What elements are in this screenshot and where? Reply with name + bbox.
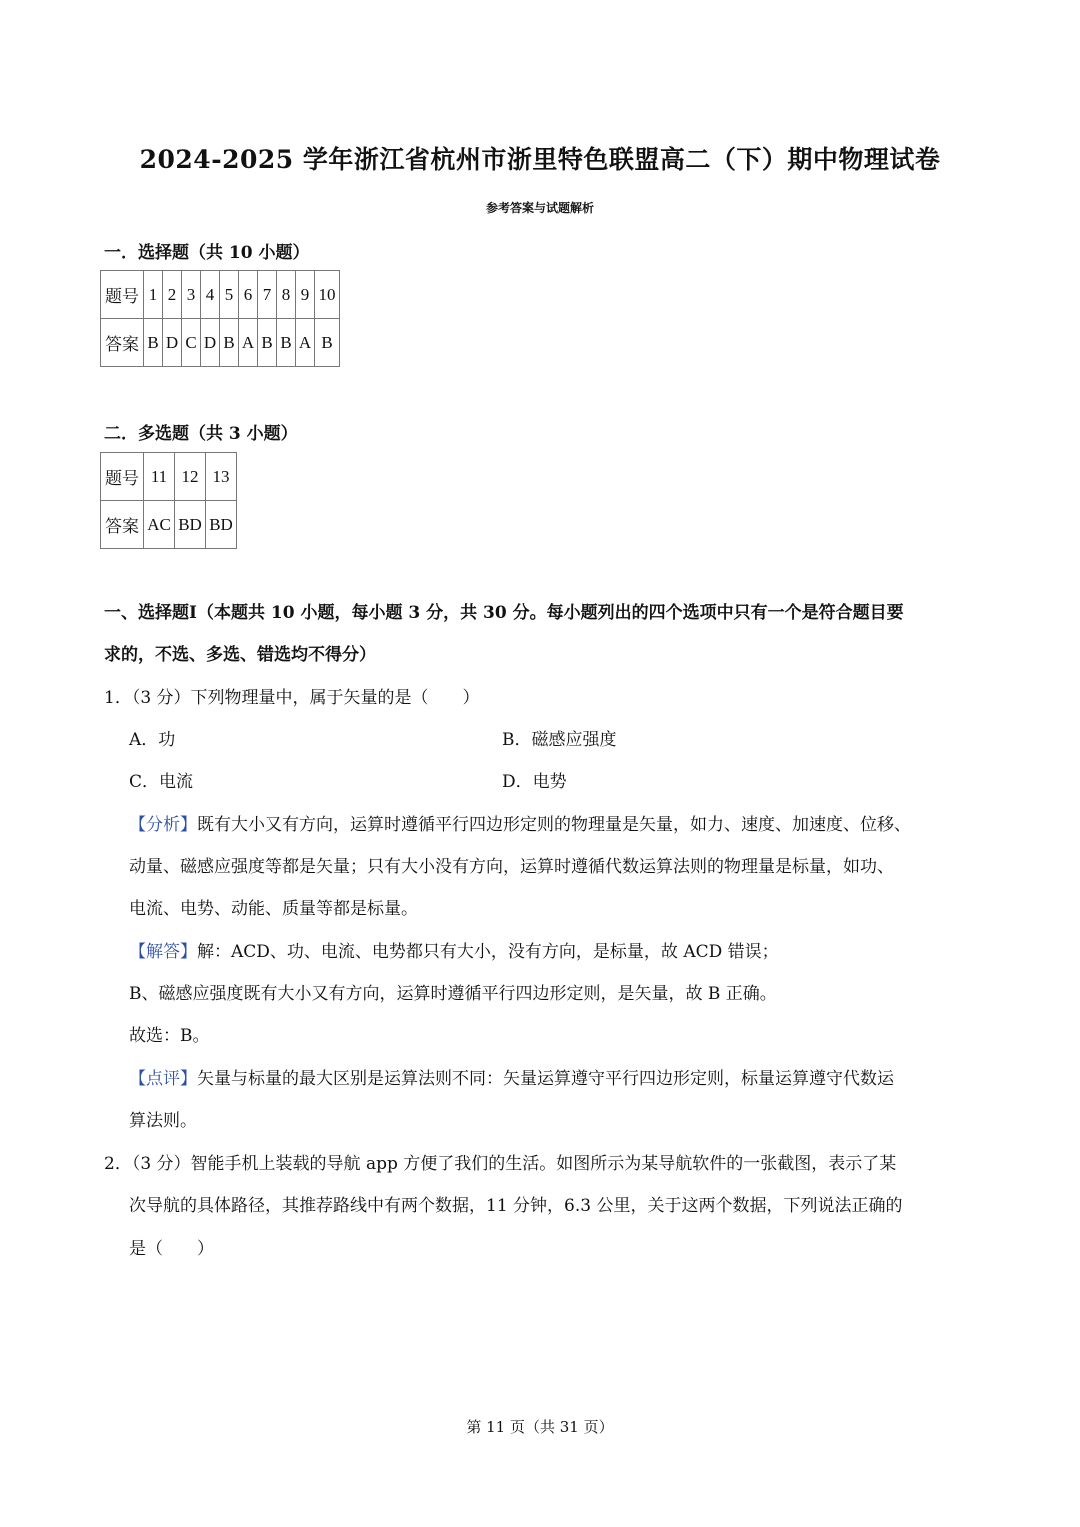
- q2-stem-line3: 是（ ）: [129, 1239, 214, 1259]
- section2-answer-table: [100, 452, 237, 549]
- comment-text: 矢量与标量的最大区别是运算法则不同：矢量运算遵守平行四边形定则，标量运算遵守代数运: [197, 1069, 894, 1089]
- table-cell: 2: [163, 271, 182, 319]
- table-cell: 3: [182, 271, 201, 319]
- analysis-text: 既有大小又有方向，运算时遵循平行四边形定则的物理量是矢量，如力、速度、加速度、位移、: [197, 815, 911, 835]
- page-subtitle: 参考答案与试题解析: [485, 201, 594, 215]
- table-cell: AC: [144, 501, 175, 549]
- row-label: 题号: [101, 453, 144, 501]
- solution-text: 解：ACD、功、电流、电势都只有大小，没有方向，是标量，故 ACD 错误；: [197, 942, 779, 962]
- part1-intro-line1: 一、选择题Ⅰ（本题共 10 小题，每小题 3 分，共 30 分。每小题列出的四个选项中只有一个是符合题目要: [104, 603, 904, 623]
- analysis-tag: 【分析】: [129, 815, 197, 835]
- page-footer: 第 11 页（共 31 页）: [466, 1418, 614, 1436]
- q1-option-a: A．功: [129, 730, 176, 750]
- row-label: 答案: [101, 501, 144, 549]
- table-cell: 1: [144, 271, 163, 319]
- table-cell: 12: [175, 453, 206, 501]
- table-row: [101, 271, 340, 319]
- q1-comment-line1: [129, 1067, 894, 1091]
- part1-intro-line2: 求的，不选、多选、错选均不得分）: [104, 645, 376, 665]
- table-cell: 4: [201, 271, 220, 319]
- table-cell: D: [201, 319, 220, 367]
- solution-tag: 【解答】: [129, 942, 197, 962]
- row-label: 题号: [101, 271, 144, 319]
- table-cell: 9: [296, 271, 315, 319]
- q1-analysis-line1: [129, 813, 911, 837]
- q1-option-b: B．磁感应强度: [502, 730, 617, 750]
- table-cell: 5: [220, 271, 239, 319]
- table-cell: 11: [144, 453, 175, 501]
- table-cell: 6: [239, 271, 258, 319]
- row-label: 答案: [101, 319, 144, 367]
- q2-stem-line1: 2．（3 分）智能手机上装载的导航 app 方便了我们的生活。如图所示为某导航软件的一张截图，表示了某: [104, 1154, 897, 1174]
- q2-stem-line2: 次导航的具体路径，其推荐路线中有两个数据，11 分钟，6.3 公里，关于这两个数据，下列说法正确的: [129, 1196, 903, 1216]
- table-cell: A: [239, 319, 258, 367]
- q1-solution-line2: B、磁感应强度既有大小又有方向，运算时遵循平行四边形定则，是矢量，故 B 正确。: [129, 984, 777, 1004]
- table-cell: C: [182, 319, 201, 367]
- table-cell: B: [220, 319, 239, 367]
- section1-heading: 一．选择题（共 10 小题）: [104, 243, 310, 263]
- table-cell: B: [258, 319, 277, 367]
- table-cell: 10: [315, 271, 340, 319]
- page-title: 2024-2025 学年浙江省杭州市浙里特色联盟高二（下）期中物理试卷: [139, 145, 941, 174]
- table-cell: B: [144, 319, 163, 367]
- table-row: [101, 501, 237, 549]
- section1-answer-table: [100, 270, 340, 367]
- table-cell: BD: [206, 501, 237, 549]
- table-cell: 7: [258, 271, 277, 319]
- q1-stem: 1．（3 分）下列物理量中，属于矢量的是（ ）: [104, 688, 480, 708]
- table-cell: B: [315, 319, 340, 367]
- table-row: [101, 319, 340, 367]
- q1-option-c: C．电流: [129, 772, 194, 792]
- table-cell: 13: [206, 453, 237, 501]
- q1-solution-line3: 故选：B。: [129, 1026, 210, 1046]
- q1-analysis-line2: 动量、磁感应强度等都是矢量；只有大小没有方向，运算时遵循代数运算法则的物理量是标量，如功、: [129, 857, 894, 877]
- q1-solution-line1: [129, 940, 779, 964]
- q1-comment-line2: 算法则。: [129, 1111, 197, 1131]
- table-row: [101, 453, 237, 501]
- table-cell: BD: [175, 501, 206, 549]
- table-cell: B: [277, 319, 296, 367]
- table-cell: A: [296, 319, 315, 367]
- table-cell: 8: [277, 271, 296, 319]
- q1-analysis-line3: 电流、电势、动能、质量等都是标量。: [129, 899, 418, 919]
- comment-tag: 【点评】: [129, 1069, 197, 1089]
- q1-option-d: D．电势: [502, 772, 567, 792]
- table-cell: D: [163, 319, 182, 367]
- section2-heading: 二．多选题（共 3 小题）: [104, 424, 298, 444]
